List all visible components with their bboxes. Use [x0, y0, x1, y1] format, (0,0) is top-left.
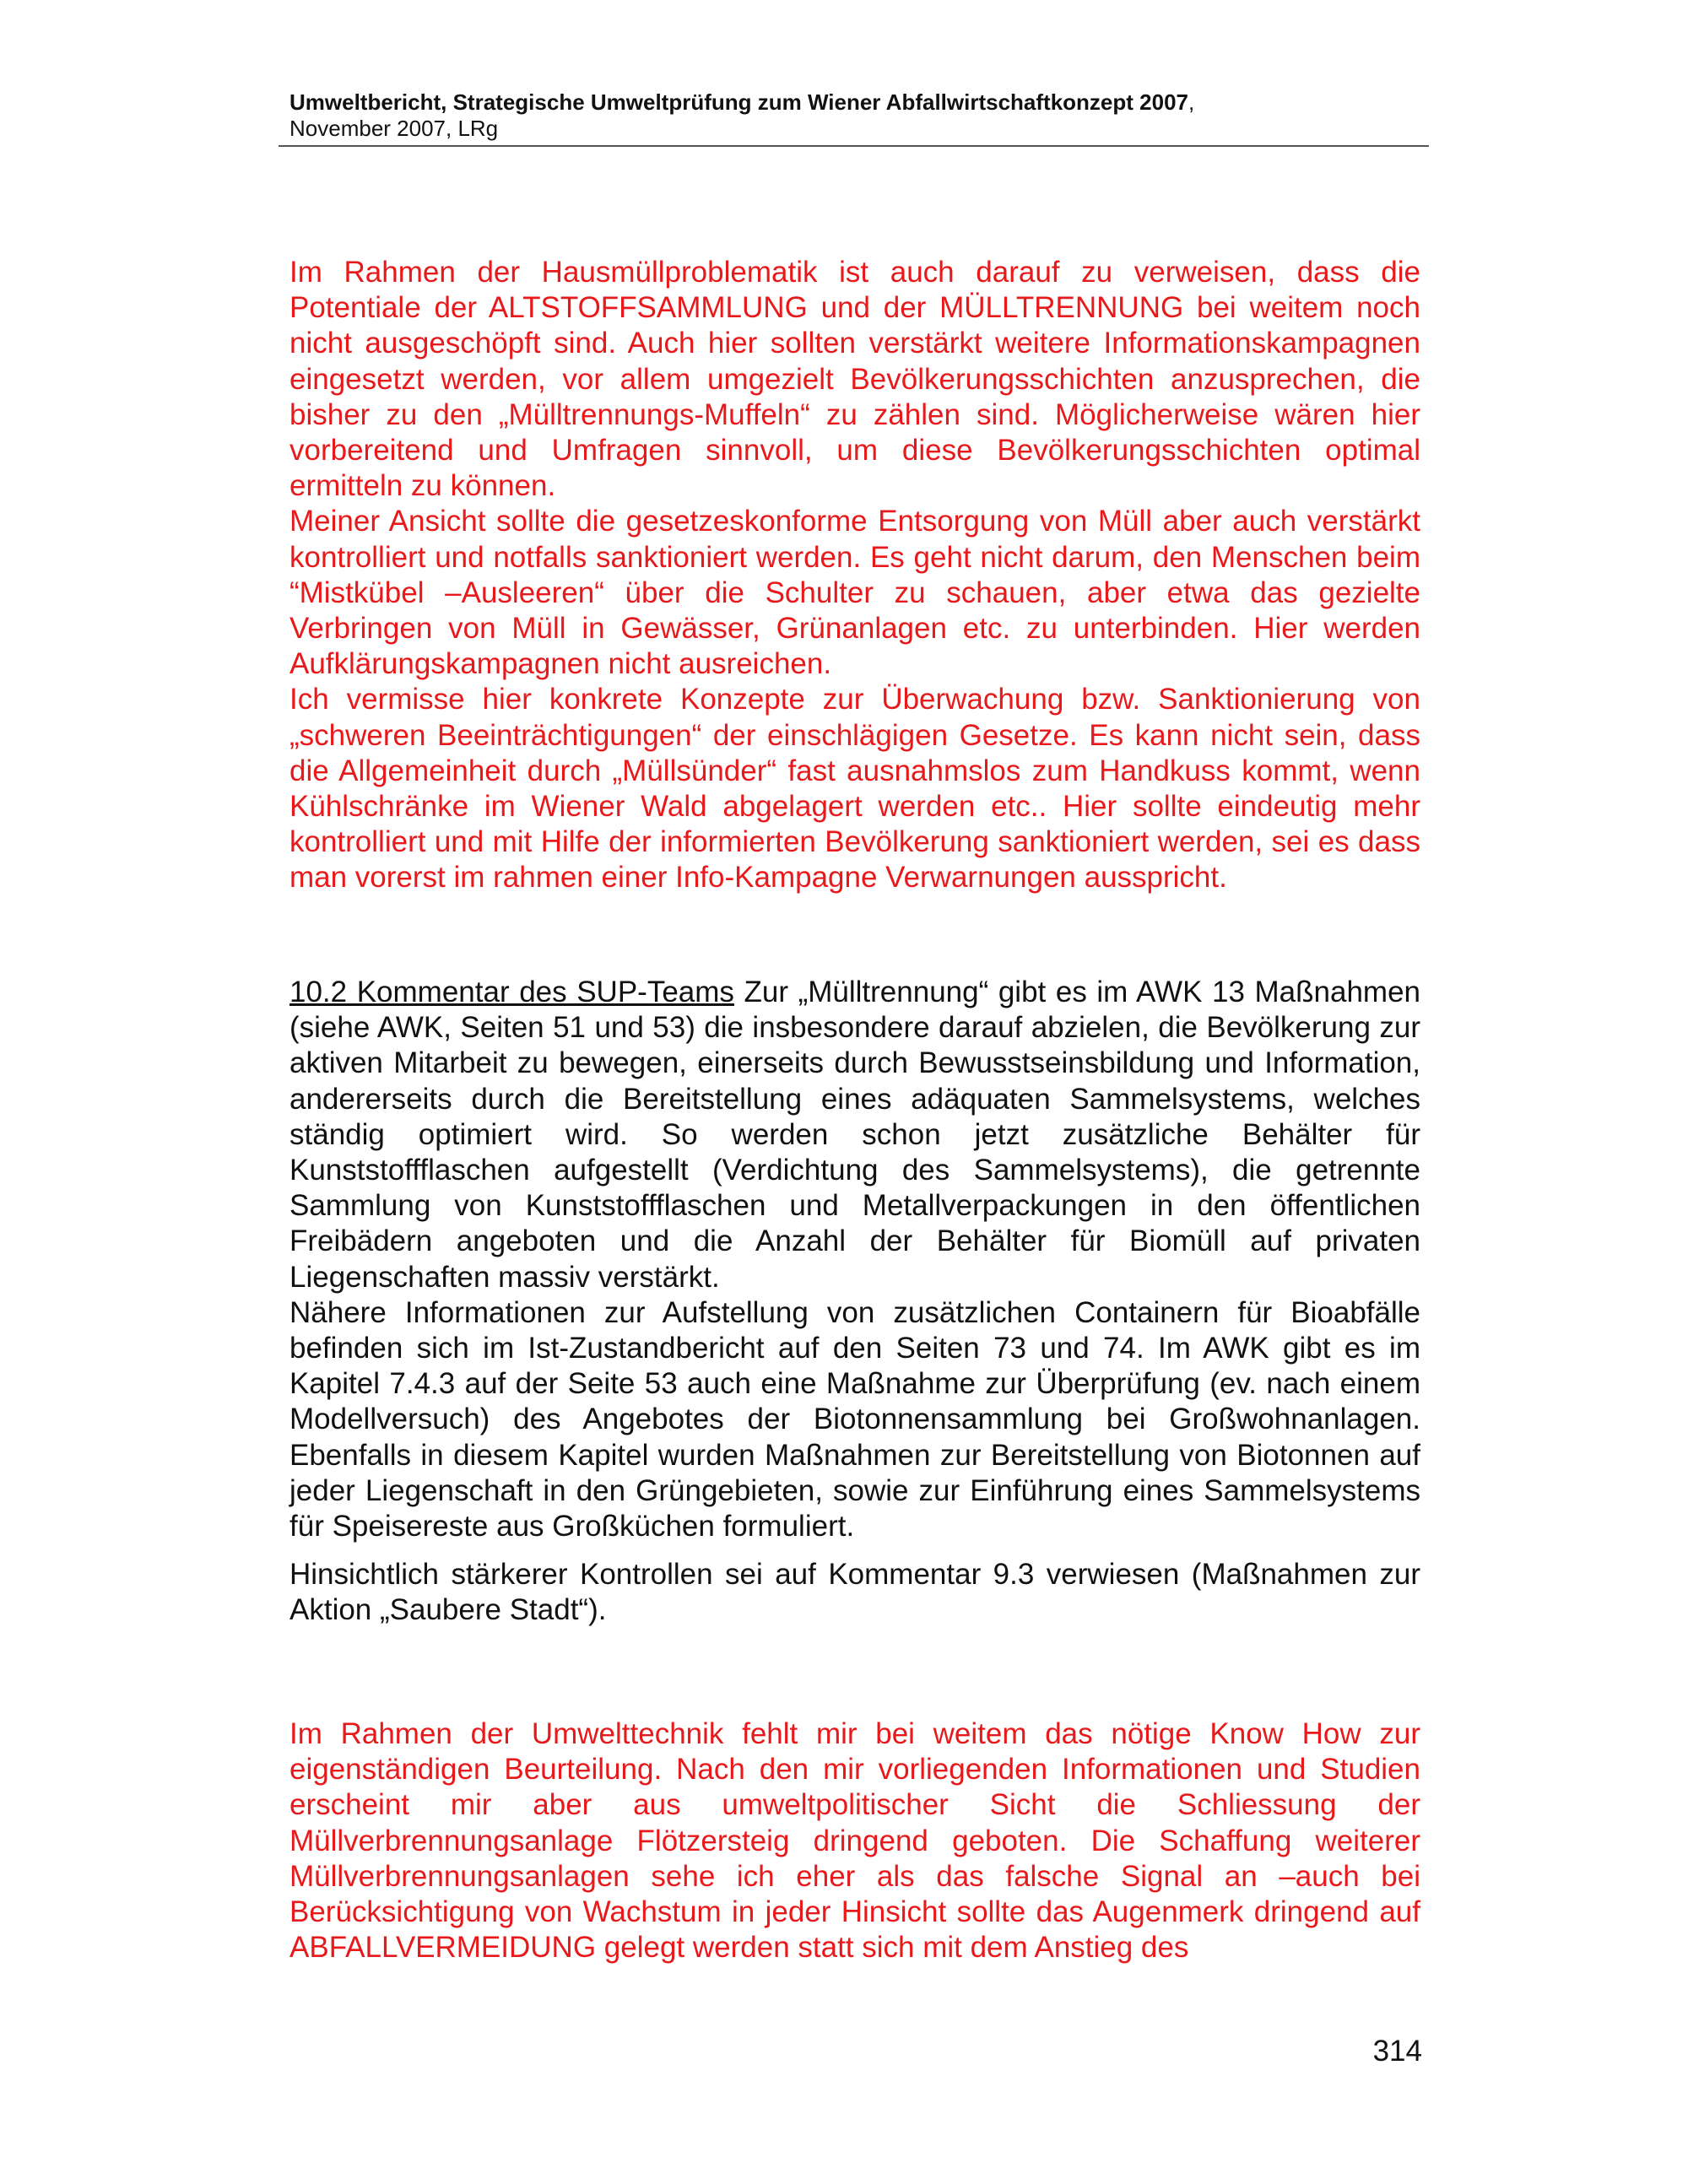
- comment-block: [289, 975, 1420, 1544]
- comment-heading: 10.2 Kommentar des SUP-Teams: [289, 976, 734, 1008]
- comment-paragraph-2: Nähere Informationen zur Aufstellung von zusätzlichen Containern für Bioabfälle befinden sich im Ist-Zustandbericht auf den Seiten 73 und 74. Im AWK gibt es im Kapitel 7.4.3 auf der Seite 53 auch eine Maßnahme zur Überprüfung (ev. nach einem Modellversuch) des Angebotes der Biotonnensammlung bei Großwohnanlagen. Ebenfalls in diesem Kapitel wurden Maßnahmen zur Bereitstellung von Biotonnen auf jeder Liegenschaft in den Grüngebieten, sowie zur Einführung eines Sammelsystems für Speisereste aus Großküchen formuliert.: [289, 1295, 1420, 1543]
- statement-1-paragraph-2: Meiner Ansicht sollte die gesetzeskonforme Entsorgung von Müll aber auch verstärkt kontrolliert und notfalls sanktioniert werden. Es geht nicht darum, den Menschen beim “Mistkübel –Ausleeren“ über die Schulter zu schauen, aber etwa das gezielte Verbringen von Müll in Gewässer, Grünanlagen etc. zu unterbinden. Hier werden Aufklärungskampagnen nicht ausreichen.: [289, 505, 1420, 681]
- header-title-suffix: ,: [1188, 89, 1195, 115]
- page-number: 314: [1372, 2035, 1422, 2068]
- page-header: [289, 89, 1429, 142]
- comment-paragraph-1: [289, 975, 1420, 1295]
- header-subtitle: November 2007, LRg: [289, 116, 499, 141]
- comment-paragraph-3: Hinsichtlich stärkerer Kontrollen sei auf Kommentar 9.3 verwiesen (Maßnahmen zur Aktion „Saubere Stadt“).: [289, 1558, 1420, 1627]
- header-divider: [279, 145, 1429, 147]
- statement-1-paragraph-3: Ich vermisse hier konkrete Konzepte zur Überwachung bzw. Sanktionierung von „schweren Beeinträchtigungen“ der einschlägigen Gesetze. Es kann nicht sein, dass die Allgemeinheit durch „Müllsünder“ fast ausnahmslos zum Handkuss kommt, wenn Kühlschränke im Wiener Wald abgelagert werden etc.. Hier sollte eindeutig mehr kontrolliert und mit Hilfe der informierten Bevölkerung sanktioniert werden, sei es dass man vorerst im rahmen einer Info-Kampagne Verwarnungen ausspricht.: [289, 683, 1420, 895]
- statement-block-1: [289, 255, 1420, 896]
- statement-1-paragraph-1: Im Rahmen der Hausmüllproblematik ist auch darauf zu verweisen, dass die Potentiale der ALTSTOFFSAMMLUNG und der MÜLLTRENNUNG bei weitem noch nicht ausgeschöpft sind. Auch hier sollten verstärkt weitere Informationskampagnen eingesetzt werden, vor allem umgezielt Bevölkerungsschichten anzusprechen, die bisher zu den „Mülltrennungs-Muffeln“ zu zählen sind. Möglicherweise wären hier vorbereitend und Umfragen sinnvoll, um diese Bevölkerungsschichten optimal ermitteln zu können.: [289, 256, 1420, 503]
- header-title: Umweltbericht, Strategische Umweltprüfung zum Wiener Abfallwirtschaftkonzept 2007: [289, 89, 1188, 115]
- statement-block-2: [289, 1716, 1420, 1965]
- comment-block-continued: [289, 1557, 1420, 1628]
- statement-2-paragraph-1: Im Rahmen der Umwelttechnik fehlt mir bei weitem das nötige Know How zur eigenständigen Beurteilung. Nach den mir vorliegenden Informationen und Studien erscheint mir aber aus umweltpolitischer Sicht die Schliessung der Müllverbrennungsanlage Flötzersteig dringend geboten. Die Schaffung weiterer Müllverbrennungsanlagen sehe ich eher als das falsche Signal an –auch bei Berücksichtigung von Wachstum in jeder Hinsicht sollte das Augenmerk dringend auf ABFALLVERMEIDUNG gelegt werden statt sich mit dem Anstieg des: [289, 1717, 1420, 1965]
- header-title-line: [289, 89, 1429, 116]
- comment-paragraph-1-text: Zur „Mülltrennung“ gibt es im AWK 13 Maßnahmen (siehe AWK, Seiten 51 und 53) die insbesondere darauf abzielen, die Bevölkerung zur aktiven Mitarbeit zu bewegen, einerseits durch Bewusstseinsbildung und Information, andererseits durch die Bereitstellung eines adäquaten Sammelsystems, welches ständig optimiert wird. So werden schon jetzt zusätzliche Behälter für Kunststoffflaschen aufgestellt (Verdichtung des Sammelsystems), die getrennte Sammlung von Kunststoffflaschen und Metallverpackungen in den öffentlichen Freibädern angeboten und die Anzahl der Behälter für Biomüll auf privaten Liegenschaften massiv verstärkt.: [289, 976, 1421, 1294]
